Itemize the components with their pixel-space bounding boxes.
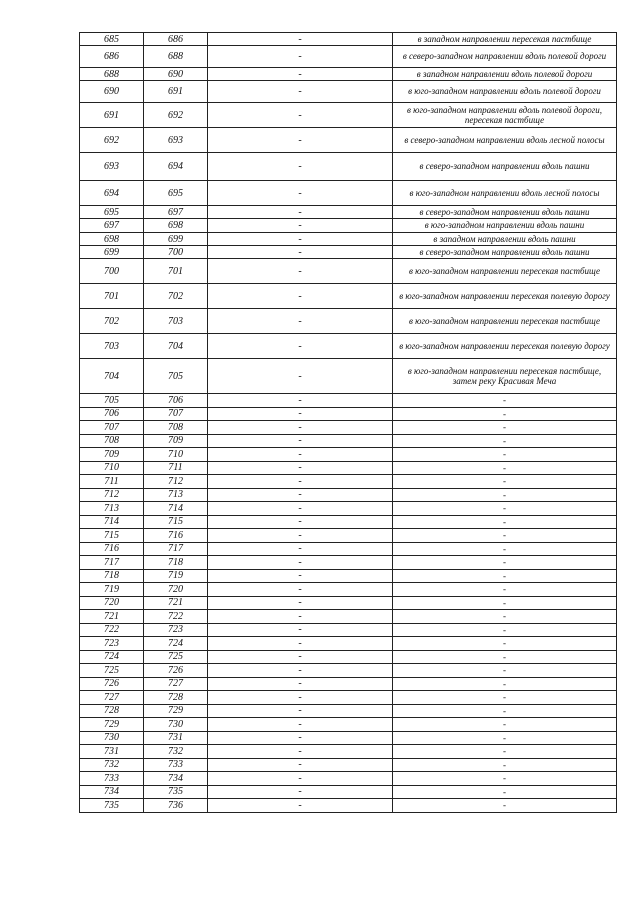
description-cell: -	[393, 623, 617, 637]
description-cell: в северо-западном направлении вдоль пашни	[393, 206, 617, 219]
description-cell: -	[393, 569, 617, 583]
distance-cell: -	[208, 758, 393, 772]
point-to-cell: 726	[144, 664, 208, 678]
point-from-cell: 701	[80, 284, 144, 309]
table-row	[80, 219, 617, 233]
description-cell: -	[393, 610, 617, 624]
description-cell: -	[393, 556, 617, 570]
point-to-cell: 725	[144, 650, 208, 664]
point-from-cell: 700	[80, 259, 144, 284]
distance-cell: -	[208, 219, 393, 233]
boundary-points-table	[79, 32, 617, 813]
table-row	[80, 421, 617, 435]
distance-cell: -	[208, 785, 393, 799]
table-row	[80, 359, 617, 394]
table-row	[80, 542, 617, 556]
point-from-cell: 708	[80, 434, 144, 448]
distance-cell: -	[208, 407, 393, 421]
description-cell: -	[393, 488, 617, 502]
description-cell: -	[393, 664, 617, 678]
point-to-cell: 732	[144, 745, 208, 759]
distance-cell: -	[208, 309, 393, 334]
point-to-cell: 710	[144, 448, 208, 462]
point-from-cell: 685	[80, 33, 144, 46]
point-from-cell: 721	[80, 610, 144, 624]
point-from-cell: 715	[80, 529, 144, 543]
distance-cell: -	[208, 68, 393, 81]
point-to-cell: 699	[144, 233, 208, 246]
description-cell: -	[393, 758, 617, 772]
description-cell: -	[393, 421, 617, 435]
description-cell: -	[393, 718, 617, 732]
distance-cell: -	[208, 434, 393, 448]
description-cell: в западном направлении вдоль полевой дороги	[393, 68, 617, 81]
point-to-cell: 703	[144, 309, 208, 334]
point-from-cell: 730	[80, 731, 144, 745]
table-row	[80, 718, 617, 732]
table-row	[80, 623, 617, 637]
table-row	[80, 246, 617, 259]
point-from-cell: 712	[80, 488, 144, 502]
point-from-cell: 702	[80, 309, 144, 334]
point-from-cell: 707	[80, 421, 144, 435]
distance-cell: -	[208, 569, 393, 583]
point-from-cell: 691	[80, 103, 144, 128]
point-from-cell: 723	[80, 637, 144, 651]
point-to-cell: 711	[144, 461, 208, 475]
distance-cell: -	[208, 359, 393, 394]
description-cell: -	[393, 677, 617, 691]
distance-cell: -	[208, 394, 393, 408]
distance-cell: -	[208, 542, 393, 556]
description-cell: -	[393, 394, 617, 408]
description-cell: -	[393, 583, 617, 597]
table-body	[80, 33, 617, 813]
description-cell: в северо-западном направлении вдоль полевой дороги	[393, 46, 617, 68]
description-cell: в юго-западном направлении пересекая пастбище	[393, 309, 617, 334]
table-row	[80, 556, 617, 570]
description-cell: -	[393, 596, 617, 610]
point-from-cell: 729	[80, 718, 144, 732]
table-row	[80, 691, 617, 705]
description-cell: -	[393, 650, 617, 664]
table-row	[80, 33, 617, 46]
description-cell: в северо-западном направлении вдоль лесной полосы	[393, 128, 617, 153]
distance-cell: -	[208, 556, 393, 570]
distance-cell: -	[208, 153, 393, 181]
point-to-cell: 714	[144, 502, 208, 516]
table-row	[80, 515, 617, 529]
table-row	[80, 785, 617, 799]
point-to-cell: 734	[144, 772, 208, 786]
table-row	[80, 461, 617, 475]
point-from-cell: 698	[80, 233, 144, 246]
point-to-cell: 688	[144, 46, 208, 68]
table-row	[80, 181, 617, 206]
point-from-cell: 693	[80, 153, 144, 181]
table-row	[80, 259, 617, 284]
description-cell: -	[393, 529, 617, 543]
description-cell: в юго-западном направлении пересекая пастбище	[393, 259, 617, 284]
table-row	[80, 745, 617, 759]
distance-cell: -	[208, 691, 393, 705]
point-to-cell: 715	[144, 515, 208, 529]
distance-cell: -	[208, 461, 393, 475]
description-cell: в западном направлении вдоль пашни	[393, 233, 617, 246]
point-from-cell: 735	[80, 799, 144, 813]
point-to-cell: 718	[144, 556, 208, 570]
description-cell: -	[393, 799, 617, 813]
point-from-cell: 710	[80, 461, 144, 475]
point-to-cell: 705	[144, 359, 208, 394]
point-to-cell: 731	[144, 731, 208, 745]
point-from-cell: 719	[80, 583, 144, 597]
point-to-cell: 686	[144, 33, 208, 46]
distance-cell: -	[208, 596, 393, 610]
point-to-cell: 701	[144, 259, 208, 284]
distance-cell: -	[208, 33, 393, 46]
distance-cell: -	[208, 745, 393, 759]
point-from-cell: 705	[80, 394, 144, 408]
point-from-cell: 703	[80, 334, 144, 359]
point-to-cell: 721	[144, 596, 208, 610]
point-from-cell: 690	[80, 81, 144, 103]
distance-cell: -	[208, 284, 393, 309]
table-row	[80, 677, 617, 691]
description-cell: в западном направлении пересекая пастбище	[393, 33, 617, 46]
table-row	[80, 46, 617, 68]
point-to-cell: 733	[144, 758, 208, 772]
distance-cell: -	[208, 677, 393, 691]
point-from-cell: 717	[80, 556, 144, 570]
description-cell: -	[393, 515, 617, 529]
description-cell: -	[393, 407, 617, 421]
distance-cell: -	[208, 637, 393, 651]
point-from-cell: 711	[80, 475, 144, 489]
point-from-cell: 724	[80, 650, 144, 664]
point-to-cell: 723	[144, 623, 208, 637]
description-cell: в северо-западном направлении вдоль пашни	[393, 153, 617, 181]
point-to-cell: 719	[144, 569, 208, 583]
description-cell: -	[393, 691, 617, 705]
point-to-cell: 698	[144, 219, 208, 233]
table-row	[80, 103, 617, 128]
description-cell: -	[393, 475, 617, 489]
point-from-cell: 725	[80, 664, 144, 678]
table-row	[80, 153, 617, 181]
point-to-cell: 706	[144, 394, 208, 408]
table-row	[80, 448, 617, 462]
point-to-cell: 704	[144, 334, 208, 359]
point-to-cell: 702	[144, 284, 208, 309]
point-from-cell: 694	[80, 181, 144, 206]
point-from-cell: 734	[80, 785, 144, 799]
point-from-cell: 697	[80, 219, 144, 233]
distance-cell: -	[208, 181, 393, 206]
description-cell: -	[393, 704, 617, 718]
distance-cell: -	[208, 488, 393, 502]
point-from-cell: 728	[80, 704, 144, 718]
table-row	[80, 394, 617, 408]
distance-cell: -	[208, 246, 393, 259]
table-row	[80, 664, 617, 678]
description-cell: -	[393, 772, 617, 786]
description-cell: в юго-западном направлении пересекая пастбище, затем реку Красивая Меча	[393, 359, 617, 394]
distance-cell: -	[208, 259, 393, 284]
point-to-cell: 728	[144, 691, 208, 705]
point-to-cell: 730	[144, 718, 208, 732]
point-from-cell: 718	[80, 569, 144, 583]
distance-cell: -	[208, 233, 393, 246]
table-row	[80, 637, 617, 651]
distance-cell: -	[208, 623, 393, 637]
point-to-cell: 697	[144, 206, 208, 219]
point-from-cell: 699	[80, 246, 144, 259]
distance-cell: -	[208, 610, 393, 624]
description-cell: -	[393, 785, 617, 799]
description-cell: в юго-западном направлении вдоль пашни	[393, 219, 617, 233]
table-row	[80, 704, 617, 718]
distance-cell: -	[208, 81, 393, 103]
point-to-cell: 707	[144, 407, 208, 421]
point-to-cell: 695	[144, 181, 208, 206]
table-row	[80, 650, 617, 664]
table-row	[80, 407, 617, 421]
table-row	[80, 206, 617, 219]
distance-cell: -	[208, 128, 393, 153]
point-from-cell: 688	[80, 68, 144, 81]
distance-cell: -	[208, 421, 393, 435]
point-to-cell: 735	[144, 785, 208, 799]
distance-cell: -	[208, 206, 393, 219]
table-row	[80, 529, 617, 543]
point-from-cell: 720	[80, 596, 144, 610]
table-row	[80, 309, 617, 334]
point-to-cell: 729	[144, 704, 208, 718]
description-cell: -	[393, 637, 617, 651]
point-to-cell: 720	[144, 583, 208, 597]
point-to-cell: 727	[144, 677, 208, 691]
point-from-cell: 732	[80, 758, 144, 772]
table-row	[80, 758, 617, 772]
point-to-cell: 700	[144, 246, 208, 259]
distance-cell: -	[208, 103, 393, 128]
distance-cell: -	[208, 502, 393, 516]
point-to-cell: 724	[144, 637, 208, 651]
description-cell: -	[393, 461, 617, 475]
table-row	[80, 475, 617, 489]
table-row	[80, 284, 617, 309]
point-to-cell: 694	[144, 153, 208, 181]
description-cell: в юго-западном направлении пересекая полевую дорогу	[393, 284, 617, 309]
description-cell: в северо-западном направлении вдоль пашни	[393, 246, 617, 259]
point-from-cell: 731	[80, 745, 144, 759]
distance-cell: -	[208, 475, 393, 489]
description-cell: в юго-западном направлении вдоль полевой дороги, пересекая пастбище	[393, 103, 617, 128]
point-to-cell: 708	[144, 421, 208, 435]
distance-cell: -	[208, 799, 393, 813]
point-from-cell: 726	[80, 677, 144, 691]
point-from-cell: 713	[80, 502, 144, 516]
point-to-cell: 736	[144, 799, 208, 813]
point-to-cell: 717	[144, 542, 208, 556]
distance-cell: -	[208, 731, 393, 745]
description-cell: -	[393, 731, 617, 745]
distance-cell: -	[208, 650, 393, 664]
point-from-cell: 714	[80, 515, 144, 529]
point-to-cell: 722	[144, 610, 208, 624]
distance-cell: -	[208, 515, 393, 529]
point-to-cell: 713	[144, 488, 208, 502]
description-cell: -	[393, 745, 617, 759]
table-row	[80, 233, 617, 246]
table-row	[80, 610, 617, 624]
point-from-cell: 686	[80, 46, 144, 68]
table-row	[80, 596, 617, 610]
distance-cell: -	[208, 583, 393, 597]
table-row	[80, 488, 617, 502]
point-to-cell: 709	[144, 434, 208, 448]
table-row	[80, 799, 617, 813]
table-row	[80, 583, 617, 597]
distance-cell: -	[208, 664, 393, 678]
description-cell: -	[393, 434, 617, 448]
point-to-cell: 693	[144, 128, 208, 153]
distance-cell: -	[208, 529, 393, 543]
description-cell: -	[393, 502, 617, 516]
point-from-cell: 704	[80, 359, 144, 394]
table-row	[80, 81, 617, 103]
point-from-cell: 692	[80, 128, 144, 153]
table-row	[80, 128, 617, 153]
point-to-cell: 690	[144, 68, 208, 81]
table-row	[80, 731, 617, 745]
description-cell: в юго-западном направлении вдоль лесной полосы	[393, 181, 617, 206]
table-row	[80, 772, 617, 786]
distance-cell: -	[208, 772, 393, 786]
point-from-cell: 716	[80, 542, 144, 556]
table-row	[80, 334, 617, 359]
distance-cell: -	[208, 46, 393, 68]
table-row	[80, 569, 617, 583]
table-row	[80, 434, 617, 448]
table-row	[80, 68, 617, 81]
description-cell: в юго-западном направлении вдоль полевой дороги	[393, 81, 617, 103]
distance-cell: -	[208, 718, 393, 732]
point-from-cell: 733	[80, 772, 144, 786]
point-from-cell: 722	[80, 623, 144, 637]
distance-cell: -	[208, 448, 393, 462]
distance-cell: -	[208, 704, 393, 718]
point-from-cell: 709	[80, 448, 144, 462]
point-to-cell: 691	[144, 81, 208, 103]
point-to-cell: 692	[144, 103, 208, 128]
point-from-cell: 695	[80, 206, 144, 219]
distance-cell: -	[208, 334, 393, 359]
description-cell: -	[393, 542, 617, 556]
point-to-cell: 712	[144, 475, 208, 489]
point-from-cell: 727	[80, 691, 144, 705]
description-cell: в юго-западном направлении пересекая полевую дорогу	[393, 334, 617, 359]
point-to-cell: 716	[144, 529, 208, 543]
description-cell: -	[393, 448, 617, 462]
table-row	[80, 502, 617, 516]
point-from-cell: 706	[80, 407, 144, 421]
